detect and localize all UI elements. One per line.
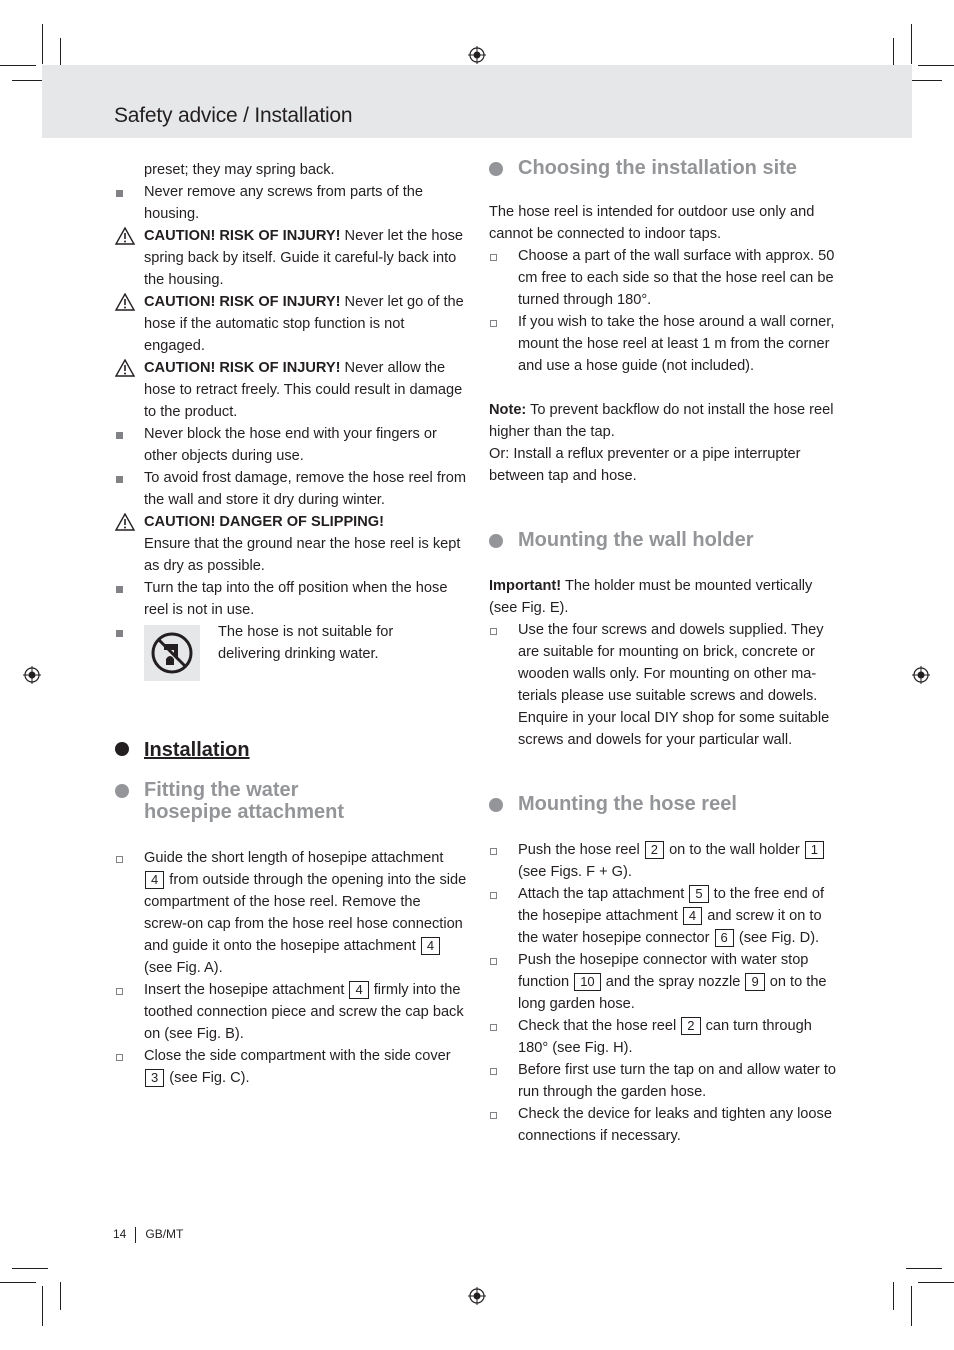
part-number: 4	[349, 981, 368, 999]
registration-mark-icon	[23, 666, 41, 684]
part-number: 6	[715, 929, 734, 947]
warning-item: CAUTION! RISK OF INJURY! Never allow the hose to retract freely. This could result in damage to the product.	[115, 357, 467, 423]
note-paragraph: Note: To prevent backflow do not install the hose reel higher than the tap.	[489, 402, 834, 440]
installation-site-heading: Choosing the installation site	[489, 157, 841, 179]
page-number: 14	[113, 1227, 127, 1242]
step-item: Guide the short length of hosepipe attachment 4 from outside through the opening into the side compartment of the hose reel. Remove the screw-on cap from the hose reel hose connection and guide it onto the hosepipe attachment 4 (see Fig. A).	[144, 850, 467, 976]
wall-holder-heading: Mounting the wall holder	[489, 529, 841, 551]
crop-mark	[918, 1282, 954, 1283]
no-drinking-water-icon	[144, 625, 200, 681]
warning-triangle-icon	[115, 227, 135, 245]
step-item: Before first use turn the tap on and allow water to run through the garden hose.	[518, 1062, 836, 1100]
crop-mark	[0, 1282, 36, 1283]
list-item: Never block the hose end with your fingers or other objects during use.	[144, 426, 437, 464]
warning-triangle-icon	[115, 293, 135, 311]
left-column	[115, 159, 467, 1089]
crop-mark	[893, 1282, 894, 1310]
warning-item: CAUTION! RISK OF INJURY! Never let the hose spring back by itself. Guide it careful-ly back into the housing.	[115, 225, 467, 291]
crop-mark	[918, 65, 954, 66]
site-intro: The hose reel is intended for outdoor use only and cannot be connected to indoor taps.	[489, 204, 815, 242]
warning-item: CAUTION! DANGER OF SLIPPING! Ensure that the ground near the hose reel is kept as dry as possible.	[115, 511, 467, 577]
step-item: If you wish to take the hose around a wall corner, mount the hose reel at least 1 m from the corner and use a hose guide (not included).	[518, 314, 835, 374]
no-drinking-water-text: The hose is not suitable for delivering drinking water.	[218, 624, 394, 662]
important-paragraph: Important! The holder must be mounted vertically (see Fig. E).	[489, 578, 813, 616]
step-item: Check that the hose reel 2 can turn through 180° (see Fig. H).	[518, 1018, 812, 1056]
step-item: Insert the hosepipe attachment 4 firmly into the toothed connection piece and screw the cap back on (see Fig. B).	[144, 982, 464, 1042]
right-column	[489, 157, 841, 1147]
fitting-heading: Fitting the water hosepipe attachment	[115, 779, 467, 823]
step-item: Close the side compartment with the side cover 3 (see Fig. C).	[144, 1048, 451, 1086]
list-item: Never remove any screws from parts of the housing.	[144, 184, 423, 222]
part-number: 9	[745, 973, 764, 991]
part-number: 3	[145, 1069, 164, 1087]
heading-dot-icon	[489, 534, 503, 548]
crop-mark	[0, 65, 36, 66]
crop-mark	[42, 24, 43, 64]
crop-mark	[911, 1286, 912, 1326]
part-number: 10	[574, 973, 600, 991]
registration-mark-icon	[468, 46, 486, 64]
warning-triangle-icon	[115, 359, 135, 377]
region-code: GB/MT	[145, 1227, 184, 1242]
registration-mark-icon	[912, 666, 930, 684]
installation-heading: Installation	[115, 737, 467, 763]
crop-mark	[60, 1282, 61, 1310]
list-item: preset; they may spring back.	[144, 162, 335, 178]
warning-item: CAUTION! RISK OF INJURY! Never let go of the hose if the automatic stop function is not engaged.	[115, 291, 467, 357]
part-number: 2	[681, 1017, 700, 1035]
heading-dot-icon	[489, 798, 503, 812]
heading-dot-icon	[489, 162, 503, 176]
no-drinking-water-item	[115, 621, 467, 693]
step-item: Push the hosepipe connector with water stop function 10 and the spray nozzle 9 on to the long garden hose.	[518, 952, 827, 1012]
note-or-paragraph: Or: Install a reflux preventer or a pipe interrupter between tap and hose.	[489, 446, 801, 484]
part-number: 5	[689, 885, 708, 903]
crop-mark	[906, 1268, 942, 1269]
crop-mark	[42, 1286, 43, 1326]
warning-triangle-icon	[115, 513, 135, 531]
part-number: 4	[683, 907, 702, 925]
part-number: 4	[145, 871, 164, 889]
crop-mark	[12, 1268, 48, 1269]
step-item: Choose a part of the wall surface with approx. 50 cm free to each side so that the hose reel can be turned through 180°.	[518, 248, 835, 308]
part-number: 4	[421, 937, 440, 955]
hose-reel-heading: Mounting the hose reel	[489, 793, 841, 815]
page-title: Safety advice / Installation	[114, 104, 353, 127]
step-item: Check the device for leaks and tighten any loose connections if necessary.	[518, 1106, 832, 1144]
heading-dot-icon	[115, 784, 129, 798]
registration-mark-icon	[468, 1287, 486, 1305]
page-footer	[113, 1227, 183, 1243]
step-item: Push the hose reel 2 on to the wall holder 1 (see Figs. F + G).	[489, 839, 841, 883]
heading-dot-icon	[115, 742, 129, 756]
step-item: Use the four screws and dowels supplied. They are suitable for mounting on brick, concrete or wooden walls only. For mounting on other ma-terials please use suitable screws and dowels. Enquire in your local DIY shop for some suitable screws and dowels for your particular wall.	[518, 622, 830, 748]
part-number: 1	[805, 841, 824, 859]
crop-mark	[911, 24, 912, 64]
list-item: To avoid frost damage, remove the hose reel from the wall and store it dry during winter.	[144, 470, 467, 508]
part-number: 2	[645, 841, 664, 859]
step-item: Attach the tap attachment 5 to the free end of the hosepipe attachment 4 and screw it on to the water hosepipe connector 6 (see Fig. D).	[518, 886, 825, 946]
footer-divider	[135, 1227, 136, 1243]
list-item: Turn the tap into the off position when the hose reel is not in use.	[144, 580, 448, 618]
